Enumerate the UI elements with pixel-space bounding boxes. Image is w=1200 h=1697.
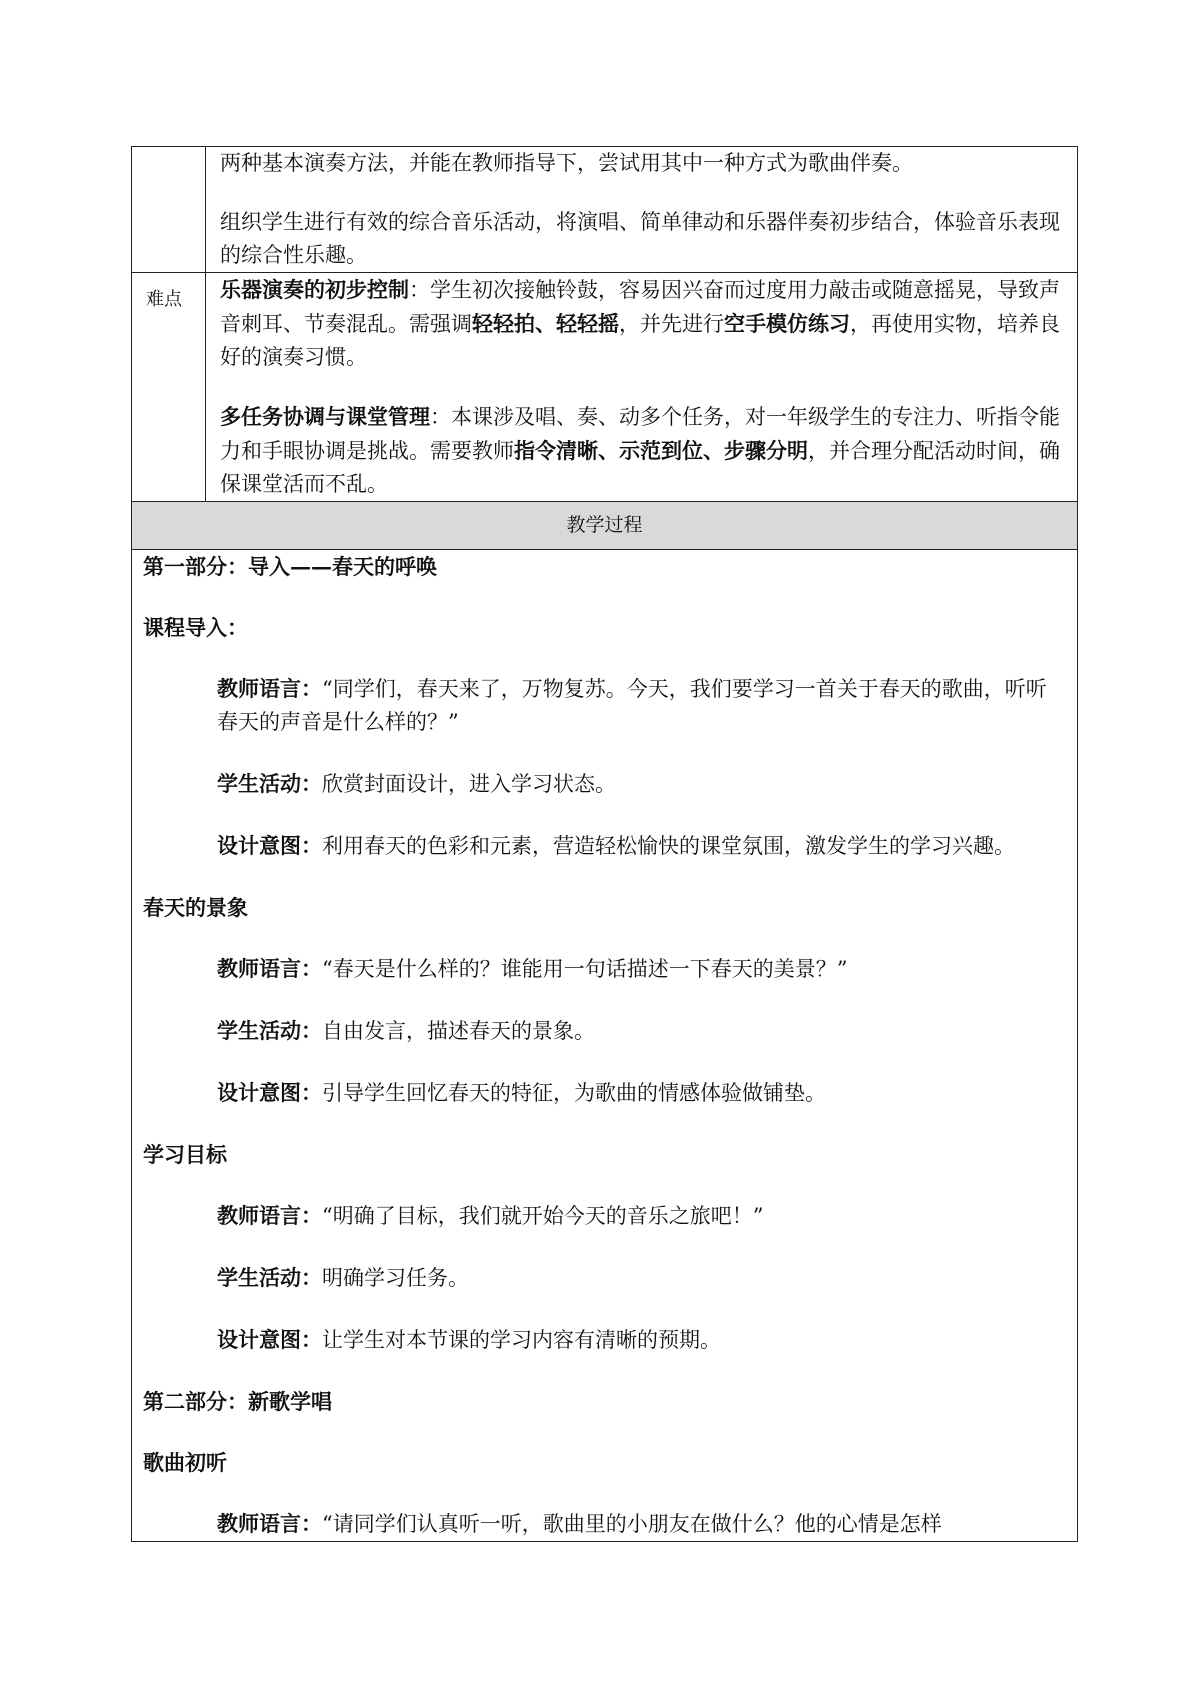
- teacher-text: “同学们，春天来了，万物复苏。今天，我们要学习一首关于春天的歌曲，听听春天的声音是什么样的？”: [217, 677, 1047, 734]
- goal-student: [143, 1261, 1067, 1295]
- difficulty-paragraph-2: [220, 400, 1067, 501]
- objective-text-2: 组织学生进行有效的综合音乐活动，将演唱、简单律动和乐器伴奏初步结合，体验音乐表现的综合性乐趣。: [220, 210, 1060, 267]
- design-label: 设计意图：: [217, 1080, 322, 1105]
- design-label: 设计意图：: [217, 833, 322, 858]
- objective-text-1: 两种基本演奏方法，并能在教师指导下，尝试用其中一种方式为歌曲伴奏。: [220, 151, 913, 175]
- objective-content: [206, 147, 1077, 272]
- listen-title: 歌曲初听: [143, 1450, 227, 1475]
- student-text: 自由发言，描述春天的景象。: [322, 1019, 595, 1043]
- difficulty-bold-2: 轻轻拍、轻轻摇: [472, 311, 619, 336]
- difficulty-label: 难点: [132, 273, 206, 501]
- difficulty-text-1: ：学生初次接触铃鼓，容易因兴奋而过度用力敲击或随意摇晃，导致声音刺耳、节奏混乱。需强调: [220, 278, 1060, 336]
- goal-design: [143, 1323, 1067, 1357]
- student-text: 欣赏封面设计，进入学习状态。: [322, 772, 616, 796]
- goal-title: 学习目标: [143, 1142, 227, 1167]
- design-text: 让学生对本节课的学习内容有清晰的预期。: [322, 1328, 721, 1352]
- process-header: 教学过程: [132, 502, 1077, 550]
- difficulty-text-3: ，再使用实物，培养良好的演奏习惯。: [220, 312, 1060, 369]
- difficulty-bold-4: 多任务协调与课堂管理: [220, 404, 430, 429]
- teacher-text: “明确了目标，我们就开始今天的音乐之旅吧！”: [322, 1204, 764, 1228]
- intro-design: [143, 829, 1067, 863]
- lesson-plan-table: [131, 146, 1078, 1542]
- teacher-label: 教师语言：: [217, 676, 322, 701]
- student-text: 明确学习任务。: [322, 1266, 469, 1290]
- teacher-text: “春天是什么样的？谁能用一句话描述一下春天的美景？”: [322, 957, 848, 981]
- difficulty-bold-5: 指令清晰、示范到位、步骤分明: [514, 438, 808, 463]
- teacher-label: 教师语言：: [217, 956, 322, 981]
- design-text: 利用春天的色彩和元素，营造轻松愉快的课堂氛围，激发学生的学习兴趣。: [322, 834, 1015, 858]
- goal-teacher: [143, 1199, 1067, 1233]
- intro-student: [143, 767, 1067, 801]
- part1-title: 第一部分：导入——春天的呼唤: [143, 554, 437, 579]
- scene-teacher: [143, 952, 1067, 986]
- intro-teacher: [143, 672, 1067, 739]
- student-label: 学生活动：: [217, 771, 322, 796]
- objective-row: [132, 147, 1077, 273]
- difficulty-text-5: ，并合理分配活动时间，确保课堂活而不乱。: [220, 439, 1060, 496]
- teacher-text: “请同学们认真听一听，歌曲里的小朋友在做什么？他的心情是怎样: [322, 1512, 942, 1536]
- scene-student: [143, 1014, 1067, 1048]
- difficulty-bold-1: 乐器演奏的初步控制: [220, 277, 409, 302]
- design-text: 引导学生回忆春天的特征，为歌曲的情感体验做铺垫。: [322, 1081, 826, 1105]
- process-content: [132, 550, 1077, 1541]
- difficulty-content: [206, 273, 1077, 501]
- objective-label-cell: [132, 147, 206, 272]
- difficulty-text-2: ，并先进行: [619, 312, 724, 336]
- teacher-label: 教师语言：: [217, 1511, 322, 1536]
- difficulty-row: [132, 273, 1077, 502]
- difficulty-bold-3: 空手模仿练习: [724, 311, 850, 336]
- design-label: 设计意图：: [217, 1327, 322, 1352]
- part2-title: 第二部分：新歌学唱: [143, 1389, 332, 1414]
- listen-teacher: [143, 1507, 1067, 1541]
- student-label: 学生活动：: [217, 1018, 322, 1043]
- intro-title: 课程导入：: [143, 615, 248, 640]
- difficulty-paragraph-1: [220, 273, 1067, 374]
- scene-design: [143, 1076, 1067, 1110]
- difficulty-text-4: ：本课涉及唱、奏、动多个任务，对一年级学生的专注力、听指令能力和手眼协调是挑战。需要教师: [220, 405, 1060, 463]
- teacher-label: 教师语言：: [217, 1203, 322, 1228]
- student-label: 学生活动：: [217, 1265, 322, 1290]
- scene-title: 春天的景象: [143, 895, 248, 920]
